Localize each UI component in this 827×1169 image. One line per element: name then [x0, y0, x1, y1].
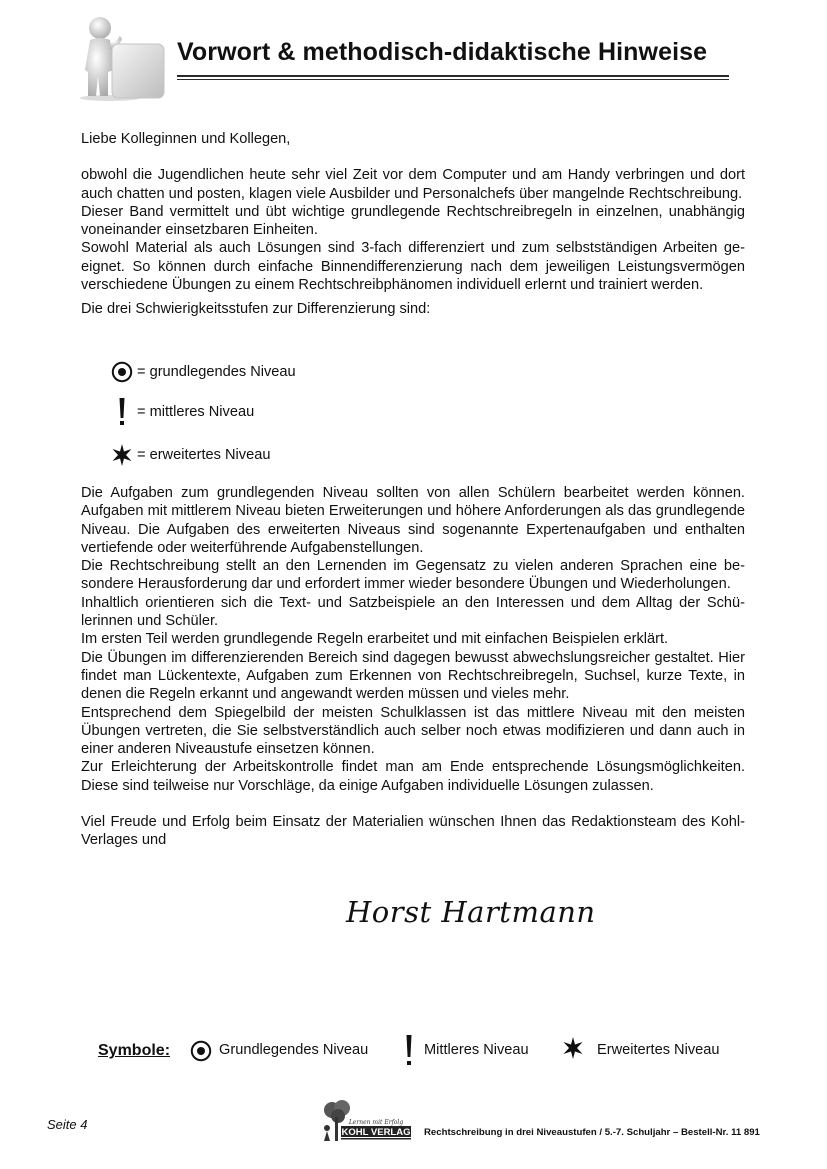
level-middle — [110, 396, 254, 428]
signature: Horst Hartmann — [346, 895, 596, 929]
paragraph: Dieser Band vermittelt und übt wichtige grundlegende Rechtschreibregeln in einzelnen, unabhängig voneinander einsetzbaren Einheiten. — [81, 203, 745, 239]
level-basic — [110, 360, 296, 384]
paragraph: Inhaltlich orientieren sich die Text- und Satzbeispiele an den Interessen und dem Alltag der Schülerinnen und Schüler. — [81, 594, 745, 630]
symbol-label: Mittleres Niveau — [424, 1042, 529, 1058]
symbol-label: Erweitertes Niveau — [597, 1042, 720, 1058]
closing: Viel Freude und Erfolg beim Einsatz der Materialien wünschen Ihnen das Redaktionsteam des Kohl-Verlages und — [81, 814, 745, 849]
exclamation-icon — [403, 1034, 415, 1072]
publisher-logo — [318, 1100, 414, 1146]
target-icon — [190, 1040, 212, 1066]
paragraph: Die Rechtschreibung stellt an den Lernenden im Gegensatz zu vielen anderen Sprachen eine besondere Herausforderung dar und erfordert immer wieder besondere Übungen und Wiederholungen. — [81, 558, 745, 593]
level-advanced — [110, 443, 270, 467]
logo-tagline: Lernen mit Erfolg — [348, 1119, 404, 1126]
exclamation-icon — [110, 396, 134, 428]
paragraph: obwohl die Jugendlichen heute sehr viel Zeit vor dem Computer und am Handy verbringen und dort auch chatten und posten, klagen viele Ausbilder und Personalchefs über mangelnde Rechtschreibung. — [81, 167, 745, 202]
paragraph: Die Übungen im differenzierenden Bereich sind dagegen bewusst abwechslungsreicher gestaltet. Hier findet man Lückentexte, Aufgaben zum Erkennen von Rechtschreibregeln, Suchsel, kurze Texte, in denen die Regeln erkannt und angewandt werden müssen und vieles mehr. — [81, 649, 745, 703]
symbols-legend — [98, 1034, 738, 1068]
logo-name: KOHL VERLAG — [341, 1127, 411, 1138]
body-text — [81, 130, 745, 319]
symbols-label: Symbole: — [98, 1042, 171, 1059]
paragraph: Im ersten Teil werden grundlegende Regeln erarbeitet und mit einfachen Beispielen erklärt. — [81, 631, 669, 648]
paragraph: Entsprechend dem Spiegelbild der meisten Schulklassen ist das mittlere Niveau mit den meisten Übungen vertreten, die Sie selbstverständlich auch selber noch etwas modifizieren und dann auch in einer anderen Niveaustufe einsetzen können. — [81, 704, 745, 758]
star-icon — [110, 443, 134, 467]
level-label: = erweitertes Niveau — [137, 447, 271, 463]
page-title: Vorwort & methodisch-didaktische Hinweise — [177, 38, 708, 66]
greeting: Liebe Kolleginnen und Kollegen, — [81, 131, 291, 147]
levels-intro: Die drei Schwierigkeitsstufen zur Differenzierung sind: — [81, 301, 431, 318]
paragraph: Zur Erleichterung der Arbeitskontrolle findet man am Ende entsprechende Lösungsmöglichkeiten. Diese sind teilweise nur Vorschläge, da einige Aufgaben individuelle Lösungen zulassen. — [81, 759, 745, 794]
level-label: = mittleres Niveau — [137, 404, 255, 420]
title-underline-thin — [177, 79, 729, 80]
star-icon — [561, 1036, 585, 1064]
footer-text: Rechtschreibung in drei Niveaustufen / 5.-7. Schuljahr – Bestell-Nr. 11 891 — [424, 1127, 760, 1138]
title-underline — [177, 75, 729, 77]
paragraph: Die Aufgaben zum grundlegenden Niveau sollten von allen Schülern bearbeitet werden können. Aufgaben mit mittlerem Niveau bieten Erweiterungen und höhere Anforderungen als das grundlegende Niveau. Die Aufgaben des erweiterten Niveaus sind sogenannte Expertenaufgaben und enthalten vertiefende oder weiterführende Aufgabenstellungen. — [81, 485, 745, 556]
target-icon — [110, 360, 134, 384]
paragraph: Sowohl Material als auch Lösungen sind 3-fach differenziert und zum selbstständigen Arbeiten geeignet. So können durch einfache Binnendifferenzierung nach dem jeweiligen Leistungsvermögen verschiedene Übungen zu einem Rechtschreibphänomen individuell erlernt und trainiert werden. — [81, 240, 745, 294]
person-holding-sign-figure — [76, 14, 168, 102]
symbol-label: Grundlegendes Niveau — [219, 1042, 369, 1058]
main-text — [81, 484, 745, 850]
level-label: = grundlegendes Niveau — [137, 364, 296, 380]
page-number: Seite 4 — [47, 1117, 88, 1132]
